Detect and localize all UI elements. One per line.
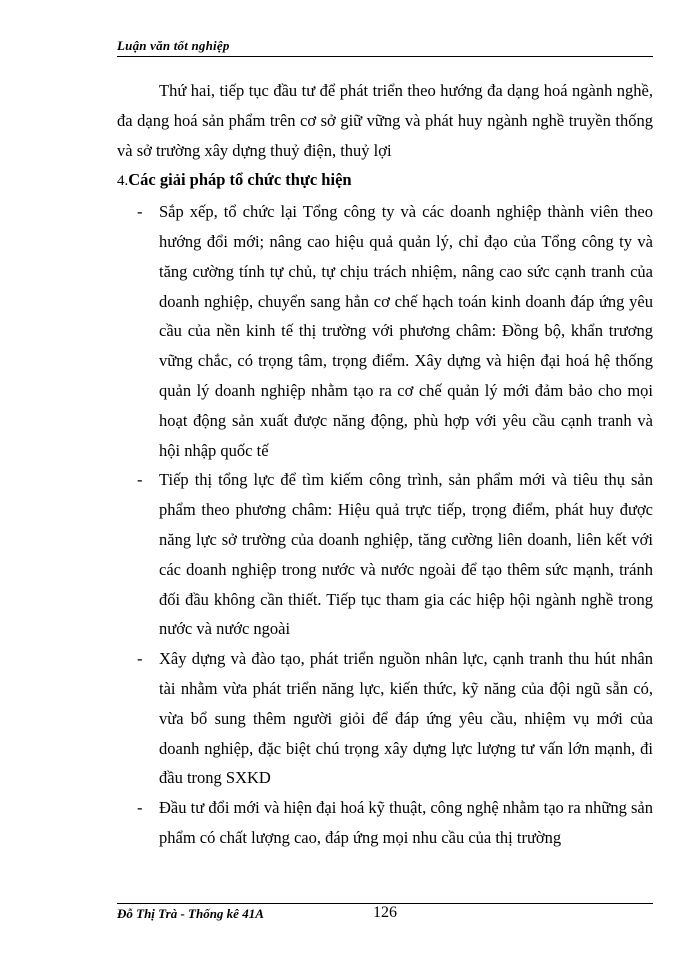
list-item — [117, 465, 653, 644]
intro-paragraph: Thứ hai, tiếp tục đầu tư để phát triển theo hướng đa dạng hoá ngành nghề, đa dạng hoá sản phẩm trên cơ sở giữ vững và phát huy ngành nghề truyền thống và sở trường xây dựng thuỷ điện, thuỷ lợi — [117, 81, 653, 160]
bullet-dash: - — [137, 649, 143, 669]
section-heading — [117, 165, 653, 197]
list-item — [117, 644, 653, 793]
list-item — [117, 197, 653, 465]
list-item-text: Xây dựng và đào tạo, phát triển nguồn nhân lực, cạnh tranh thu hút nhân tài nhằm vừa phát triển năng lực, kiến thức, kỹ năng của đội ngũ sẵn có, vừa bổ sung thêm người giỏi để đáp ứng yêu cầu, nhiệm vụ mới của doanh nghiệp, đặc biệt chú trọng xây dựng lực lượng tư vấn lớn mạnh, đi đầu trong SXKD — [159, 649, 653, 788]
page-number: 126 — [373, 904, 397, 921]
list-item-text: Sắp xếp, tổ chức lại Tổng công ty và các doanh nghiệp thành viên theo hướng đổi mới; nâng cao hiệu quả quản lý, chỉ đạo của Tổng công ty và tăng cường tính tự chủ, tự chịu trách nhiệm, nâng cao sức cạnh tranh của doanh nghiệp, chuyển sang hẳn cơ chế hạch toán kinh doanh đáp ứng yêu cầu của nền kinh tế thị trường với phương châm: Đồng bộ, khẩn trương vững chắc, có trọng tâm, trọng điểm. Xây dựng và hiện đại hoá hệ thống quản lý doanh nghiệp nhằm tạo ra cơ chế quản lý mới đảm bảo cho mọi hoạt động sản xuất được năng động, phù hợp với yêu cầu cạnh tranh và hội nhập quốc tế — [159, 202, 653, 460]
solution-list — [117, 197, 653, 853]
page-header — [117, 34, 653, 57]
list-item-text: Đầu tư đổi mới và hiện đại hoá kỹ thuật, công nghệ nhằm tạo ra những sản phẩm có chất lượng cao, đáp ứng mọi nhu cầu của thị trường — [159, 798, 653, 847]
bullet-dash: - — [137, 202, 143, 222]
list-item-text: Tiếp thị tổng lực để tìm kiếm công trình, sản phẩm mới và tiêu thụ sản phẩm theo phương châm: Hiệu quả trực tiếp, trọng điểm, phát huy được năng lực sở trường của doanh nghiệp, tăng cường liên doanh, liên kết với các doanh nghiệp trong nước và nước ngoài để tạo thêm sức mạnh, tránh đối đầu không cần thiết. Tiếp tục tham gia các hiệp hội ngành nghề trong nước và nước ngoài — [159, 470, 653, 639]
bullet-dash: - — [137, 470, 143, 490]
list-item — [117, 793, 653, 853]
section-number: 4. — [117, 173, 129, 190]
page-footer — [117, 903, 653, 930]
bullet-dash: - — [137, 798, 143, 818]
header-title: Luận văn tốt nghiệp — [117, 38, 230, 53]
section-title: Các giải pháp tổ chức thực hiện — [128, 170, 352, 190]
document-body — [117, 76, 653, 853]
footer-author: Đỗ Thị Trà - Thống kê 41A — [117, 906, 264, 921]
